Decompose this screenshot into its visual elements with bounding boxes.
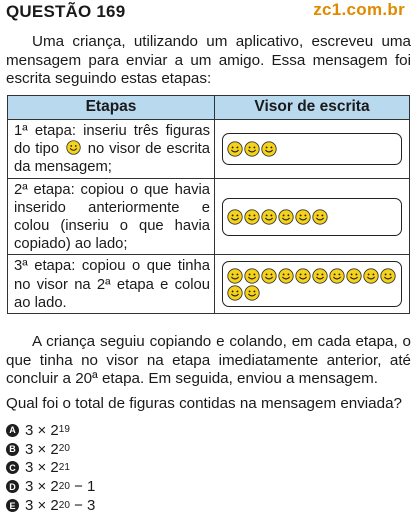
table-row: [8, 255, 410, 314]
option-letter-badge: D: [6, 480, 19, 493]
question-number: QUESTÃO 169: [6, 2, 126, 21]
option-tail: − 1: [69, 478, 96, 496]
intro-paragraph: Uma criança, utilizando um aplicativo, escreveu uma mensagem para enviar a um amigo. Essa mensagem foi escrita seguindo estas etapas:: [6, 33, 411, 87]
answer-options: [6, 421, 95, 515]
smiley-icon: [380, 268, 396, 284]
option-d[interactable]: D 3 × 2 20 − 1: [6, 477, 95, 496]
question-text: Qual foi o total de figuras contidas na mensagem enviada?: [6, 395, 402, 412]
smiley-icon: [329, 268, 345, 284]
option-base: 3 × 2: [25, 459, 59, 477]
option-letter-badge: C: [6, 461, 19, 474]
smiley-icon: [244, 268, 260, 284]
smiley-icon: [244, 285, 260, 301]
option-letter-badge: A: [6, 424, 19, 437]
step-1-text-after: no visor de escrita da mensagem;: [14, 141, 210, 176]
option-e[interactable]: E 3 × 2 20 − 3: [6, 496, 95, 515]
step-3-viewer-cell: [215, 255, 410, 314]
option-c[interactable]: C 3 × 2 21: [6, 459, 95, 478]
table-row: [8, 178, 410, 255]
smiley-icon: [346, 268, 362, 284]
smiley-icon: [227, 141, 243, 157]
option-base: 3 × 2: [25, 478, 59, 496]
smiley-icon: [244, 209, 260, 225]
smiley-icon: [278, 209, 294, 225]
smiley-icon: [261, 141, 277, 157]
option-tail: − 3: [69, 497, 96, 515]
step-1-text-before: 1ª etapa: inseriu três figuras do tipo: [14, 123, 210, 158]
smiley-icon: [227, 268, 243, 284]
message-screen-step-3: [222, 261, 402, 307]
step-2-viewer-cell: [215, 178, 410, 255]
step-3-description: [8, 255, 215, 314]
smiley-icon: [312, 268, 328, 284]
step-1-viewer-cell: [215, 120, 410, 179]
smiley-icon: [261, 268, 277, 284]
table-row: [8, 120, 410, 179]
option-base: 3 × 2: [25, 421, 59, 439]
step-2-text: 2ª etapa: copiou o que havia inserido anteriormente e colou (inseriu o que havia copiado) ao lado;: [14, 181, 210, 253]
option-b[interactable]: B 3 × 2 20: [6, 440, 95, 459]
smiley-icon: [66, 140, 81, 155]
option-letter-badge: E: [6, 499, 19, 512]
continuation-paragraph: A criança seguiu copiando e colando, em cada etapa, o que tinha no visor na etapa imediatamente anterior, até concluir a 20ª etapa. Em seguida, enviou a mensagem.: [6, 333, 411, 387]
smiley-icon: [261, 209, 277, 225]
step-1-description: [8, 120, 215, 179]
smiley-icon: [278, 268, 294, 284]
step-2-description: [8, 178, 215, 255]
smiley-icon: [295, 209, 311, 225]
smiley-icon: [295, 268, 311, 284]
option-base: 3 × 2: [25, 497, 59, 515]
option-a[interactable]: A 3 × 2 19: [6, 421, 95, 440]
table-header-row: [8, 96, 410, 120]
steps-table: [7, 95, 410, 314]
option-base: 3 × 2: [25, 440, 59, 458]
header-visor: Visor de escrita: [215, 96, 410, 120]
site-watermark: zc1.com.br: [313, 0, 405, 19]
smiley-icon: [244, 141, 260, 157]
smiley-icon: [227, 285, 243, 301]
message-screen-step-1: [222, 133, 402, 165]
message-screen-step-2: [222, 198, 402, 236]
smiley-icon: [312, 209, 328, 225]
header-etapas: Etapas: [8, 96, 215, 120]
step-3-text: 3ª etapa: copiou o que tinha no visor na 2ª etapa e colou ao lado.: [14, 258, 210, 311]
smiley-icon: [227, 209, 243, 225]
smiley-icon: [363, 268, 379, 284]
option-letter-badge: B: [6, 443, 19, 456]
